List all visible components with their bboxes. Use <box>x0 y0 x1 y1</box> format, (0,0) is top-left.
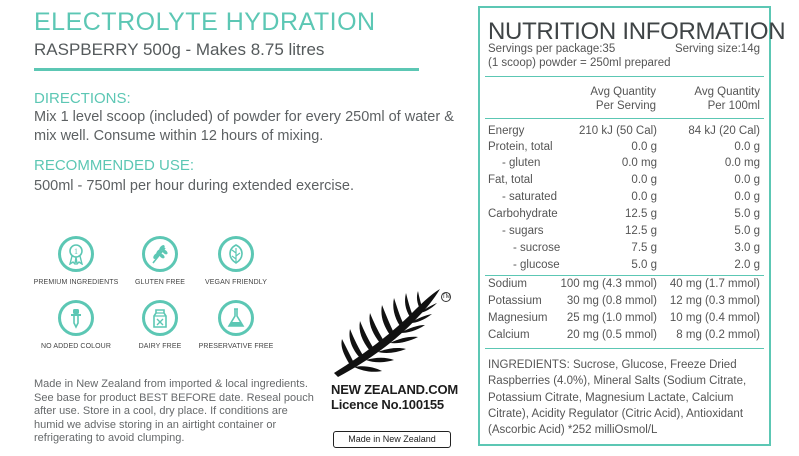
nutrient-name: - sugars <box>502 225 544 237</box>
per-serving-value: 0.0 g <box>631 191 657 203</box>
nutrition-row <box>480 141 769 157</box>
per-serving-value: 0.0 g <box>631 141 657 153</box>
nutrient-name: - saturated <box>502 191 557 203</box>
directions-heading: DIRECTIONS: <box>34 90 131 107</box>
column-header-line: Per 100ml <box>707 100 760 112</box>
per-100ml-value: 0.0 mg <box>724 157 760 169</box>
per-serving-value: 20 mg (0.5 mmol) <box>566 329 657 341</box>
nutrition-title: NUTRITION INFORMATION <box>488 18 786 45</box>
nutrient-name: - gluten <box>502 157 541 169</box>
nutrient-name: Fat, total <box>488 174 533 186</box>
nutrition-row <box>480 208 769 224</box>
ribbon-award-icon <box>58 236 94 272</box>
nutrition-panel <box>478 6 786 446</box>
per-100ml-value: 3.0 g <box>734 242 760 254</box>
per-serving-value: 12.5 g <box>625 225 657 237</box>
badge-label: PREMIUM INGREDIENTS <box>33 279 119 286</box>
recommended-use-heading: RECOMMENDED USE: <box>34 157 195 174</box>
badge-premium-ingredients <box>31 236 121 286</box>
nutrient-name: Potassium <box>488 295 542 307</box>
per-100ml-value: 8 mg (0.2 mmol) <box>676 329 760 341</box>
column-header-line: Avg Quantity <box>694 86 760 98</box>
per-100ml-value: 0.0 g <box>734 174 760 186</box>
panel-divider <box>485 348 764 349</box>
trademark-mark: TM <box>442 294 451 300</box>
per-100ml-value: 5.0 g <box>734 208 760 220</box>
nutrient-name: Energy <box>488 125 525 137</box>
nutrient-name: Calcium <box>488 329 530 341</box>
column-header-per-serving <box>590 85 656 113</box>
leaf-icon <box>218 236 254 272</box>
per-100ml-value: 5.0 g <box>734 225 760 237</box>
column-header-per-100ml <box>694 85 760 113</box>
serving-size: Serving size:14g <box>674 43 760 55</box>
per-serving-value: 12.5 g <box>625 208 657 220</box>
nutrient-name: Magnesium <box>488 312 548 324</box>
per-100ml-value: 10 mg (0.4 mmol) <box>669 312 760 324</box>
dropper-icon <box>58 300 94 336</box>
column-header-line: Avg Quantity <box>590 86 656 98</box>
per-100ml-value: 0.0 g <box>734 191 760 203</box>
nutrition-row <box>480 312 769 328</box>
scoop-note: (1 scoop) powder = 250ml prepared <box>488 57 671 69</box>
nutrient-name: - glucose <box>513 259 560 271</box>
nutrition-row <box>480 278 769 294</box>
recommended-use-text: 500ml - 750ml per hour during extended exercise. <box>34 178 354 194</box>
per-serving-value: 30 mg (0.8 mmol) <box>566 295 657 307</box>
panel-divider <box>485 118 764 119</box>
ingredients-list: INGREDIENTS: Sucrose, Glucose, Freeze Dried Raspberries (4.0%), Mineral Salts (Sodium Citrate, Potassium Citrate, Magnesium Lactate, Calcium Citrate), Acidity Regulator (Citric Acid), Antioxidant (Ascorbic Acid) *252 milliOsmol/L <box>488 359 747 437</box>
badge-label: NO ADDED COLOUR <box>41 343 111 350</box>
per-serving-value: 210 kJ (50 Cal) <box>579 125 657 137</box>
title-divider <box>34 68 419 71</box>
per-100ml-value: 12 mg (0.3 mmol) <box>669 295 760 307</box>
badge-label: VEGAN FRIENDLY <box>205 279 267 286</box>
servings-per-package: Servings per package:35 <box>488 43 616 55</box>
per-serving-value: 7.5 g <box>631 242 657 254</box>
nz-website-text: NEW ZEALAND.COM <box>331 382 458 397</box>
licence-number: Licence No.100155 <box>331 397 444 412</box>
flask-icon <box>218 300 254 336</box>
directions-text: Mix 1 level scoop (included) of powder for every 250ml of water & mix well. Consume within 12 hours of mixing. <box>34 109 454 144</box>
panel-divider <box>485 76 764 77</box>
milk-carton-icon <box>142 300 178 336</box>
nutrient-name: Protein, total <box>488 141 553 153</box>
per-serving-value: 0.0 mg <box>621 157 657 169</box>
storage-text: Made in New Zealand from imported & local ingredients. See base for product BEST BEFORE date. Reseal pouch after use. Store in a cool, dry place. If conditions are humid we advise storing in an airtight container or refrigerating to avoid clumping. <box>34 378 314 445</box>
per-serving-value: 100 mg (4.3 mmol) <box>560 278 657 290</box>
nutrition-row <box>480 125 769 141</box>
nutrition-row <box>480 157 769 173</box>
panel-divider <box>485 275 764 276</box>
column-header-line: Per Serving <box>595 100 656 112</box>
per-100ml-value: 0.0 g <box>734 141 760 153</box>
silver-fern-logo <box>330 285 445 380</box>
badge-vegan-friendly <box>191 236 281 286</box>
nutrition-row <box>480 259 769 275</box>
badge-label: GLUTEN FREE <box>134 279 186 286</box>
wheat-icon <box>142 236 178 272</box>
per-serving-value: 25 mg (1.0 mmol) <box>566 312 657 324</box>
nutrition-row <box>480 191 769 207</box>
nutrition-row <box>480 329 769 345</box>
per-100ml-value: 2.0 g <box>734 259 760 271</box>
nutrient-name: Sodium <box>488 278 527 290</box>
product-title: ELECTROLYTE HYDRATION <box>34 8 376 36</box>
nutrition-row <box>480 295 769 311</box>
nutrition-row <box>480 174 769 190</box>
badge-no-added-colour <box>31 300 121 350</box>
made-in-nz-badge: Made in New Zealand <box>333 431 451 448</box>
badge-preservative-free <box>191 300 281 350</box>
nutrition-row <box>480 225 769 241</box>
nutrient-name: Carbohydrate <box>488 208 558 220</box>
per-100ml-value: 40 mg (1.7 mmol) <box>669 278 760 290</box>
nutrient-name: - sucrose <box>513 242 561 254</box>
badge-label: DAIRY FREE <box>138 343 182 350</box>
svg-text:1: 1 <box>74 247 78 256</box>
per-serving-value: 5.0 g <box>631 259 657 271</box>
badge-label: PRESERVATIVE FREE <box>198 343 274 350</box>
product-subtitle: RASPBERRY 500g - Makes 8.75 litres <box>34 40 325 59</box>
per-serving-value: 0.0 g <box>631 174 657 186</box>
per-100ml-value: 84 kJ (20 Cal) <box>688 125 760 137</box>
nutrition-row <box>480 242 769 258</box>
